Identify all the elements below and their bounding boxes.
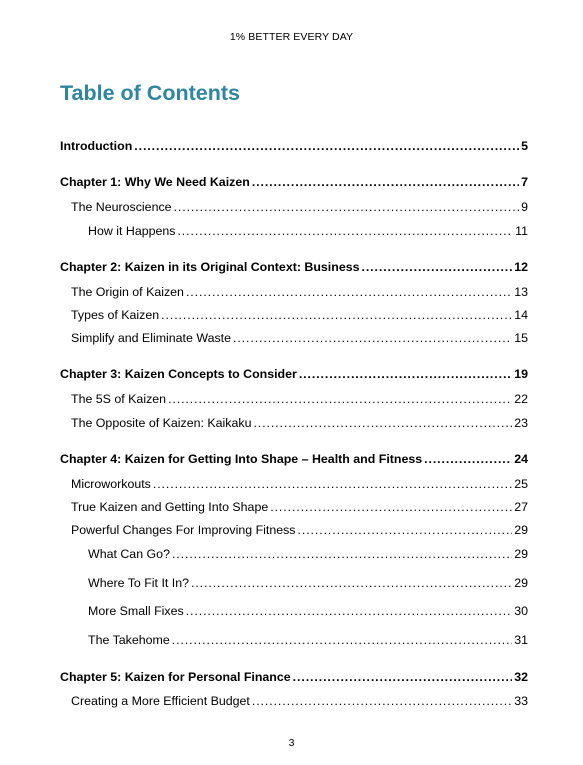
dot-leader [153, 476, 512, 492]
toc-entry-page: 22 [514, 392, 528, 406]
toc-entry-label: Where To Fit It In? [88, 576, 189, 590]
dot-leader [186, 284, 512, 300]
toc-entry-page: 7 [521, 175, 528, 189]
toc-entry-page: 24 [514, 452, 528, 466]
toc-entry-label: The Opposite of Kaizen: Kaikaku [71, 416, 252, 430]
toc-entry-label: Chapter 5: Kaizen for Personal Finance [60, 670, 291, 684]
dot-leader [253, 415, 512, 431]
toc-entry-page: 29 [514, 523, 528, 537]
dot-leader [252, 174, 519, 190]
toc-entry-page: 29 [514, 576, 528, 590]
toc-entry-page: 31 [514, 633, 528, 647]
toc-entry-label: Simplify and Eliminate Waste [71, 331, 231, 345]
toc-entry-label: Chapter 1: Why We Need Kaizen [60, 175, 250, 189]
toc-entry-label: Powerful Changes For Improving Fitness [71, 523, 296, 537]
dot-leader [174, 199, 520, 215]
toc-entry-chapter-3[interactable] [60, 366, 528, 382]
toc-entry-label: Microworkouts [71, 477, 151, 491]
dot-leader [161, 307, 512, 323]
toc-entry-page: 19 [514, 367, 528, 381]
toc-entry-page: 29 [514, 547, 528, 561]
toc-entry-label: Chapter 4: Kaizen for Getting Into Shape – Health and Fitness [60, 452, 423, 466]
dot-leader [362, 259, 513, 275]
dot-leader [177, 223, 513, 239]
toc-entry-where-to-fit[interactable] [88, 575, 528, 591]
dot-leader [233, 330, 512, 346]
toc-entry-label: Creating a More Efficient Budget [71, 694, 250, 708]
toc-entry-page: 5 [521, 139, 528, 153]
toc-entry-label: Chapter 2: Kaizen in its Original Context: Business [60, 260, 360, 274]
toc-entry-more-small-fixes[interactable] [88, 603, 528, 619]
toc-entry-types-of-kaizen[interactable] [71, 307, 528, 323]
toc-entry-chapter-4[interactable] [60, 451, 528, 467]
toc-entry-page: 12 [514, 260, 528, 274]
toc-entry-true-kaizen-shape[interactable] [71, 499, 528, 515]
toc-entry-page: 15 [514, 331, 528, 345]
dot-leader [172, 546, 512, 562]
toc-entry-label: More Small Fixes [88, 604, 184, 618]
toc-entry-powerful-changes[interactable] [71, 522, 528, 538]
page-title: Table of Contents [60, 81, 240, 105]
dot-leader [270, 499, 512, 515]
dot-leader [191, 575, 512, 591]
dot-leader [186, 603, 513, 619]
dot-leader [168, 391, 512, 407]
dot-leader [424, 451, 512, 467]
toc-entry-how-it-happens[interactable] [88, 223, 528, 239]
toc-entry-page: 14 [514, 308, 528, 322]
toc-entry-page: 32 [514, 670, 528, 684]
toc-entry-chapter-5[interactable] [60, 669, 528, 685]
toc-entry-microworkouts[interactable] [71, 476, 528, 492]
dot-leader [299, 366, 512, 382]
dot-leader [134, 138, 519, 154]
toc-entry-page: 13 [514, 285, 528, 299]
toc-entry-label: How it Happens [88, 224, 176, 238]
toc-entry-label: Types of Kaizen [71, 308, 160, 322]
toc-entry-neuroscience[interactable] [71, 199, 528, 215]
dot-leader [172, 632, 512, 648]
toc-entry-the-takehome[interactable] [88, 632, 528, 648]
toc-entry-page: 11 [515, 224, 528, 238]
toc-entry-label: The 5S of Kaizen [71, 392, 167, 406]
toc-entry-label: The Takehome [88, 633, 170, 647]
toc-entry-label: What Can Go? [88, 547, 170, 561]
toc-entry-5s-of-kaizen[interactable] [71, 391, 528, 407]
toc-entry-what-can-go[interactable] [88, 546, 528, 562]
toc-entry-chapter-2[interactable] [60, 259, 528, 275]
running-header: 1% BETTER EVERY DAY [229, 31, 354, 43]
toc-entry-page: 9 [521, 200, 528, 214]
toc-entry-page: 25 [514, 477, 528, 491]
toc-entry-page: 27 [514, 500, 528, 514]
toc-entry-origin-of-kaizen[interactable] [71, 284, 528, 300]
toc-entry-introduction[interactable] [60, 138, 528, 154]
toc-entry-label: Introduction [60, 139, 133, 153]
toc-entry-opposite-of-kaizen[interactable] [71, 415, 528, 431]
page-number: 3 [288, 737, 295, 749]
toc-entry-simplify-eliminate-waste[interactable] [71, 330, 528, 346]
toc-entry-efficient-budget[interactable] [71, 693, 528, 709]
toc-entry-label: The Origin of Kaizen [71, 285, 184, 299]
toc-entry-page: 23 [514, 416, 528, 430]
toc-entry-page: 30 [514, 604, 528, 618]
dot-leader [293, 669, 513, 685]
toc-entry-chapter-1[interactable] [60, 174, 528, 190]
dot-leader [252, 693, 512, 709]
toc-entry-label: True Kaizen and Getting Into Shape [71, 500, 269, 514]
toc-entry-label: The Neuroscience [71, 200, 172, 214]
toc-entry-page: 33 [514, 694, 528, 708]
dot-leader [298, 522, 513, 538]
toc-entry-label: Chapter 3: Kaizen Concepts to Consider [60, 367, 297, 381]
